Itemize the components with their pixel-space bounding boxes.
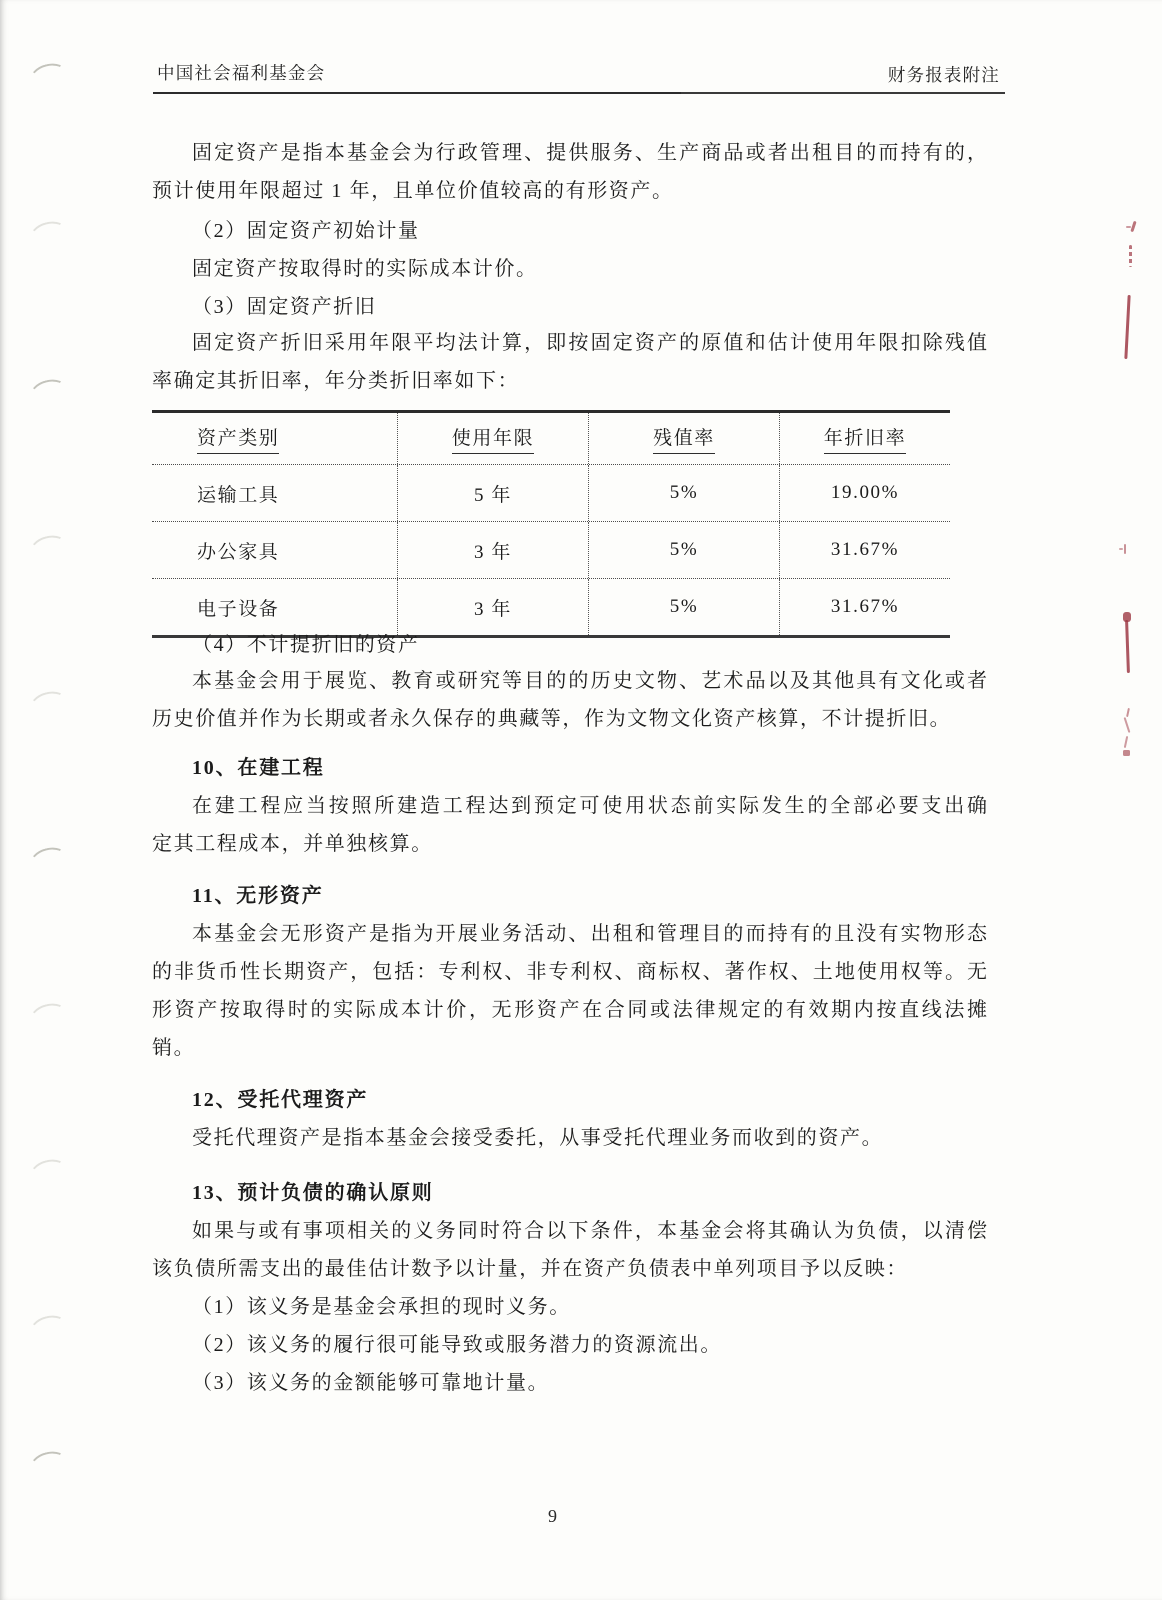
depreciation-rate-table	[152, 410, 950, 638]
body-text-line: 固定资产折旧采用年限平均法计算，即按固定资产的原值和估计使用年限扣除残值	[192, 332, 988, 354]
body-text-line: （4）不计提折旧的资产	[192, 634, 420, 656]
body-text-line: 预计使用年限超过 1 年，且单位价值较高的有形资产。	[152, 180, 674, 202]
section-heading: 11、无形资产	[192, 885, 324, 907]
body-text-line: 率确定其折旧率，年分类折旧率如下：	[152, 370, 520, 392]
red-pen-mark	[1124, 717, 1131, 733]
table-cell: 运输工具	[197, 484, 280, 506]
header-organization-name: 中国社会福利基金会	[157, 63, 326, 83]
section-heading: 12、受托代理资产	[192, 1089, 369, 1111]
red-pen-mark	[1125, 620, 1130, 673]
red-pen-mark	[1119, 548, 1123, 550]
body-text-line: 固定资产按取得时的实际成本计价。	[192, 258, 538, 280]
column-header-residual-rate: 残值率	[588, 413, 779, 464]
section-heading: 13、预计负债的确认原则	[192, 1182, 434, 1204]
red-pen-mark	[1126, 226, 1131, 228]
body-text-line: 定其工程成本，并单独核算。	[152, 833, 433, 855]
list-item-line: （1）该义务是基金会承担的现时义务。	[192, 1296, 571, 1318]
section-heading: 10、在建工程	[192, 757, 325, 779]
body-text-line: 该负债所需支出的最佳估计数予以计量，并在资产负债表中单列项目予以反映：	[152, 1258, 908, 1280]
binding-hole-mark	[27, 844, 70, 878]
body-text-line: 历史价值并作为长期或者永久保存的典藏等，作为文物文化资产核算，不计提折旧。	[152, 708, 952, 730]
red-pen-mark	[1129, 245, 1132, 267]
column-header-annual-depreciation-rate: 年折旧率	[779, 413, 950, 464]
red-pen-mark	[1124, 295, 1130, 359]
binding-hole-mark	[27, 1000, 70, 1034]
table-cell: 19.00%	[779, 465, 950, 521]
binding-hole-mark	[27, 1156, 70, 1190]
binding-hole-mark	[27, 688, 70, 722]
table-row	[152, 521, 950, 578]
body-text-line: 形资产按取得时的实际成本计价，无形资产在合同或法律规定的有效期内按直线法摊	[152, 999, 988, 1021]
table-row	[152, 464, 950, 521]
body-text-line: 销。	[152, 1037, 196, 1059]
body-text-line: 的非货币性长期资产，包括：专利权、非专利权、商标权、著作权、土地使用权等。无	[152, 961, 988, 983]
table-cell: 3 年	[397, 522, 588, 578]
column-header-asset-class: 资产类别	[152, 413, 397, 464]
table-cell: 5%	[588, 522, 779, 578]
body-text-line: 如果与或有事项相关的义务同时符合以下条件，本基金会将其确认为负债，以清偿	[192, 1220, 988, 1242]
table-cell: 电子设备	[197, 598, 280, 620]
table-cell: 5 年	[397, 465, 588, 521]
body-text-line: （2）固定资产初始计量	[192, 220, 420, 242]
header-rule	[153, 92, 1005, 94]
table-cell: 办公家具	[197, 541, 280, 563]
red-pen-mark	[1124, 736, 1128, 748]
table-cell: 5%	[588, 465, 779, 521]
list-item-line: （2）该义务的履行很可能导致或服务潜力的资源流出。	[192, 1334, 722, 1356]
body-text-line: 本基金会用于展览、教育或研究等目的的历史文物、艺术品以及其他具有文化或者	[192, 670, 988, 692]
table-cell: 3 年	[397, 579, 588, 635]
table-cell: 5%	[588, 579, 779, 635]
binding-hole-mark	[27, 1448, 70, 1482]
body-text-line: （3）固定资产折旧	[192, 296, 377, 318]
binding-hole-mark	[27, 60, 70, 94]
body-text-line: 本基金会无形资产是指为开展业务活动、出租和管理目的而持有的且没有实物形态	[192, 923, 988, 945]
table-cell: 31.67%	[779, 579, 950, 635]
binding-hole-mark	[27, 376, 70, 410]
table-cell: 31.67%	[779, 522, 950, 578]
red-pen-mark	[1123, 750, 1130, 756]
binding-hole-mark	[27, 532, 70, 566]
binding-hole-mark	[27, 218, 70, 252]
list-item-line: （3）该义务的金额能够可靠地计量。	[192, 1372, 550, 1394]
header-document-title: 财务报表附注	[887, 65, 1000, 85]
red-pen-mark	[1124, 544, 1126, 554]
red-pen-mark	[1130, 221, 1136, 232]
column-header-useful-life: 使用年限	[397, 413, 588, 464]
binding-hole-mark	[27, 1312, 70, 1346]
table-header-row	[152, 413, 950, 464]
table-row	[152, 578, 950, 635]
body-text-line: 在建工程应当按照所建造工程达到预定可使用状态前实际发生的全部必要支出确	[192, 795, 988, 817]
body-text-line: 固定资产是指本基金会为行政管理、提供服务、生产商品或者出租目的而持有的，	[192, 142, 988, 164]
page-number: 9	[548, 1506, 557, 1526]
red-pen-mark	[1126, 708, 1130, 717]
body-text-line: 受托代理资产是指本基金会接受委托，从事受托代理业务而收到的资产。	[192, 1127, 884, 1149]
